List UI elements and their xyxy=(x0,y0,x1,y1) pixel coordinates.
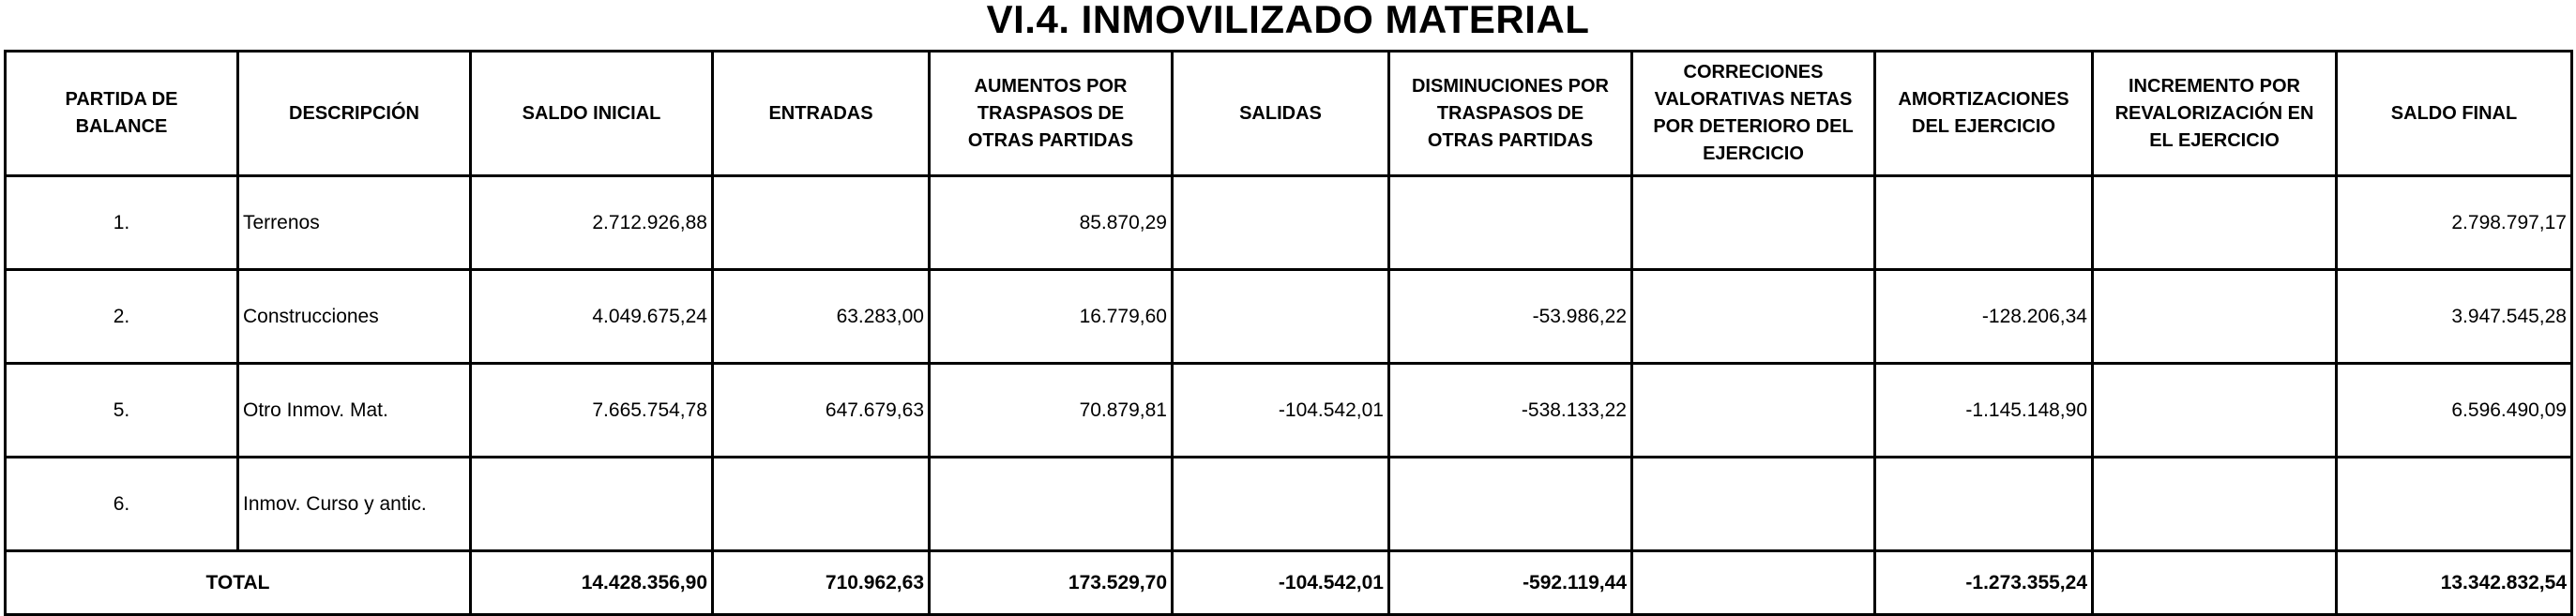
cell-descripcion: Inmov. Curso y antic. xyxy=(238,458,471,551)
cell-saldo-inicial: 4.049.675,24 xyxy=(471,270,713,364)
col-header-incremento: INCREMENTO POR REVALORIZACIÓN EN EL EJERCICIO xyxy=(2093,52,2337,176)
cell-aumentos: 16.779,60 xyxy=(930,270,1173,364)
cell-saldo-inicial xyxy=(471,458,713,551)
cell-entradas xyxy=(713,176,930,270)
cell-entradas: 647.679,63 xyxy=(713,364,930,458)
col-header-aumentos: AUMENTOS POR TRASPASOS DE OTRAS PARTIDAS xyxy=(930,52,1173,176)
cell-entradas: 63.283,00 xyxy=(713,270,930,364)
col-header-disminuciones: DISMINUCIONES POR TRASPASOS DE OTRAS PARTIDAS xyxy=(1389,52,1632,176)
cell-partida: 5. xyxy=(6,364,238,458)
col-header-descripcion: DESCRIPCIÓN xyxy=(238,52,471,176)
total-label: TOTAL xyxy=(6,551,471,615)
cell-incremento xyxy=(2093,176,2337,270)
cell-incremento xyxy=(2093,270,2337,364)
cell-aumentos: 70.879,81 xyxy=(930,364,1173,458)
cell-salidas xyxy=(1173,176,1389,270)
cell-correcciones xyxy=(1632,364,1875,458)
total-correcciones xyxy=(1632,551,1875,615)
cell-saldo-inicial: 2.712.926,88 xyxy=(471,176,713,270)
header-row xyxy=(6,52,2572,176)
cell-disminuciones xyxy=(1389,176,1632,270)
total-aumentos: 173.529,70 xyxy=(930,551,1173,615)
total-saldo-inicial: 14.428.356,90 xyxy=(471,551,713,615)
cell-correcciones xyxy=(1632,176,1875,270)
cell-correcciones xyxy=(1632,270,1875,364)
total-amortizaciones: -1.273.355,24 xyxy=(1875,551,2093,615)
cell-aumentos xyxy=(930,458,1173,551)
cell-descripcion: Otro Inmov. Mat. xyxy=(238,364,471,458)
cell-descripcion: Construcciones xyxy=(238,270,471,364)
total-entradas: 710.962,63 xyxy=(713,551,930,615)
cell-disminuciones: -53.986,22 xyxy=(1389,270,1632,364)
table-row xyxy=(6,270,2572,364)
col-header-saldo-final: SALDO FINAL xyxy=(2337,52,2572,176)
cell-partida: 1. xyxy=(6,176,238,270)
col-header-entradas: ENTRADAS xyxy=(713,52,930,176)
cell-amortizaciones: -1.145.148,90 xyxy=(1875,364,2093,458)
col-header-saldo-inicial: SALDO INICIAL xyxy=(471,52,713,176)
total-salidas: -104.542,01 xyxy=(1173,551,1389,615)
cell-salidas: -104.542,01 xyxy=(1173,364,1389,458)
total-incremento xyxy=(2093,551,2337,615)
inmovilizado-table xyxy=(4,50,2573,616)
cell-saldo-final: 2.798.797,17 xyxy=(2337,176,2572,270)
cell-saldo-final xyxy=(2337,458,2572,551)
cell-incremento xyxy=(2093,458,2337,551)
cell-saldo-final: 3.947.545,28 xyxy=(2337,270,2572,364)
cell-amortizaciones xyxy=(1875,176,2093,270)
table-row xyxy=(6,176,2572,270)
col-header-amortizaciones: AMORTIZACIONES DEL EJERCICIO xyxy=(1875,52,2093,176)
cell-entradas xyxy=(713,458,930,551)
cell-partida: 2. xyxy=(6,270,238,364)
total-saldo-final: 13.342.832,54 xyxy=(2337,551,2572,615)
cell-incremento xyxy=(2093,364,2337,458)
cell-aumentos: 85.870,29 xyxy=(930,176,1173,270)
table-row xyxy=(6,458,2572,551)
col-header-correcciones: CORRECIONES VALORATIVAS NETAS POR DETERIORO DEL EJERCICIO xyxy=(1632,52,1875,176)
page-title: VI.4. INMOVILIZADO MATERIAL xyxy=(986,0,1590,41)
cell-disminuciones xyxy=(1389,458,1632,551)
cell-salidas xyxy=(1173,270,1389,364)
col-header-salidas: SALIDAS xyxy=(1173,52,1389,176)
cell-descripcion: Terrenos xyxy=(238,176,471,270)
cell-saldo-inicial: 7.665.754,78 xyxy=(471,364,713,458)
cell-saldo-final: 6.596.490,09 xyxy=(2337,364,2572,458)
cell-amortizaciones: -128.206,34 xyxy=(1875,270,2093,364)
total-disminuciones: -592.119,44 xyxy=(1389,551,1632,615)
cell-salidas xyxy=(1173,458,1389,551)
cell-disminuciones: -538.133,22 xyxy=(1389,364,1632,458)
col-header-partida: PARTIDA DE BALANCE xyxy=(6,52,238,176)
total-row xyxy=(6,551,2572,615)
cell-partida: 6. xyxy=(6,458,238,551)
cell-amortizaciones xyxy=(1875,458,2093,551)
table-row xyxy=(6,364,2572,458)
cell-correcciones xyxy=(1632,458,1875,551)
